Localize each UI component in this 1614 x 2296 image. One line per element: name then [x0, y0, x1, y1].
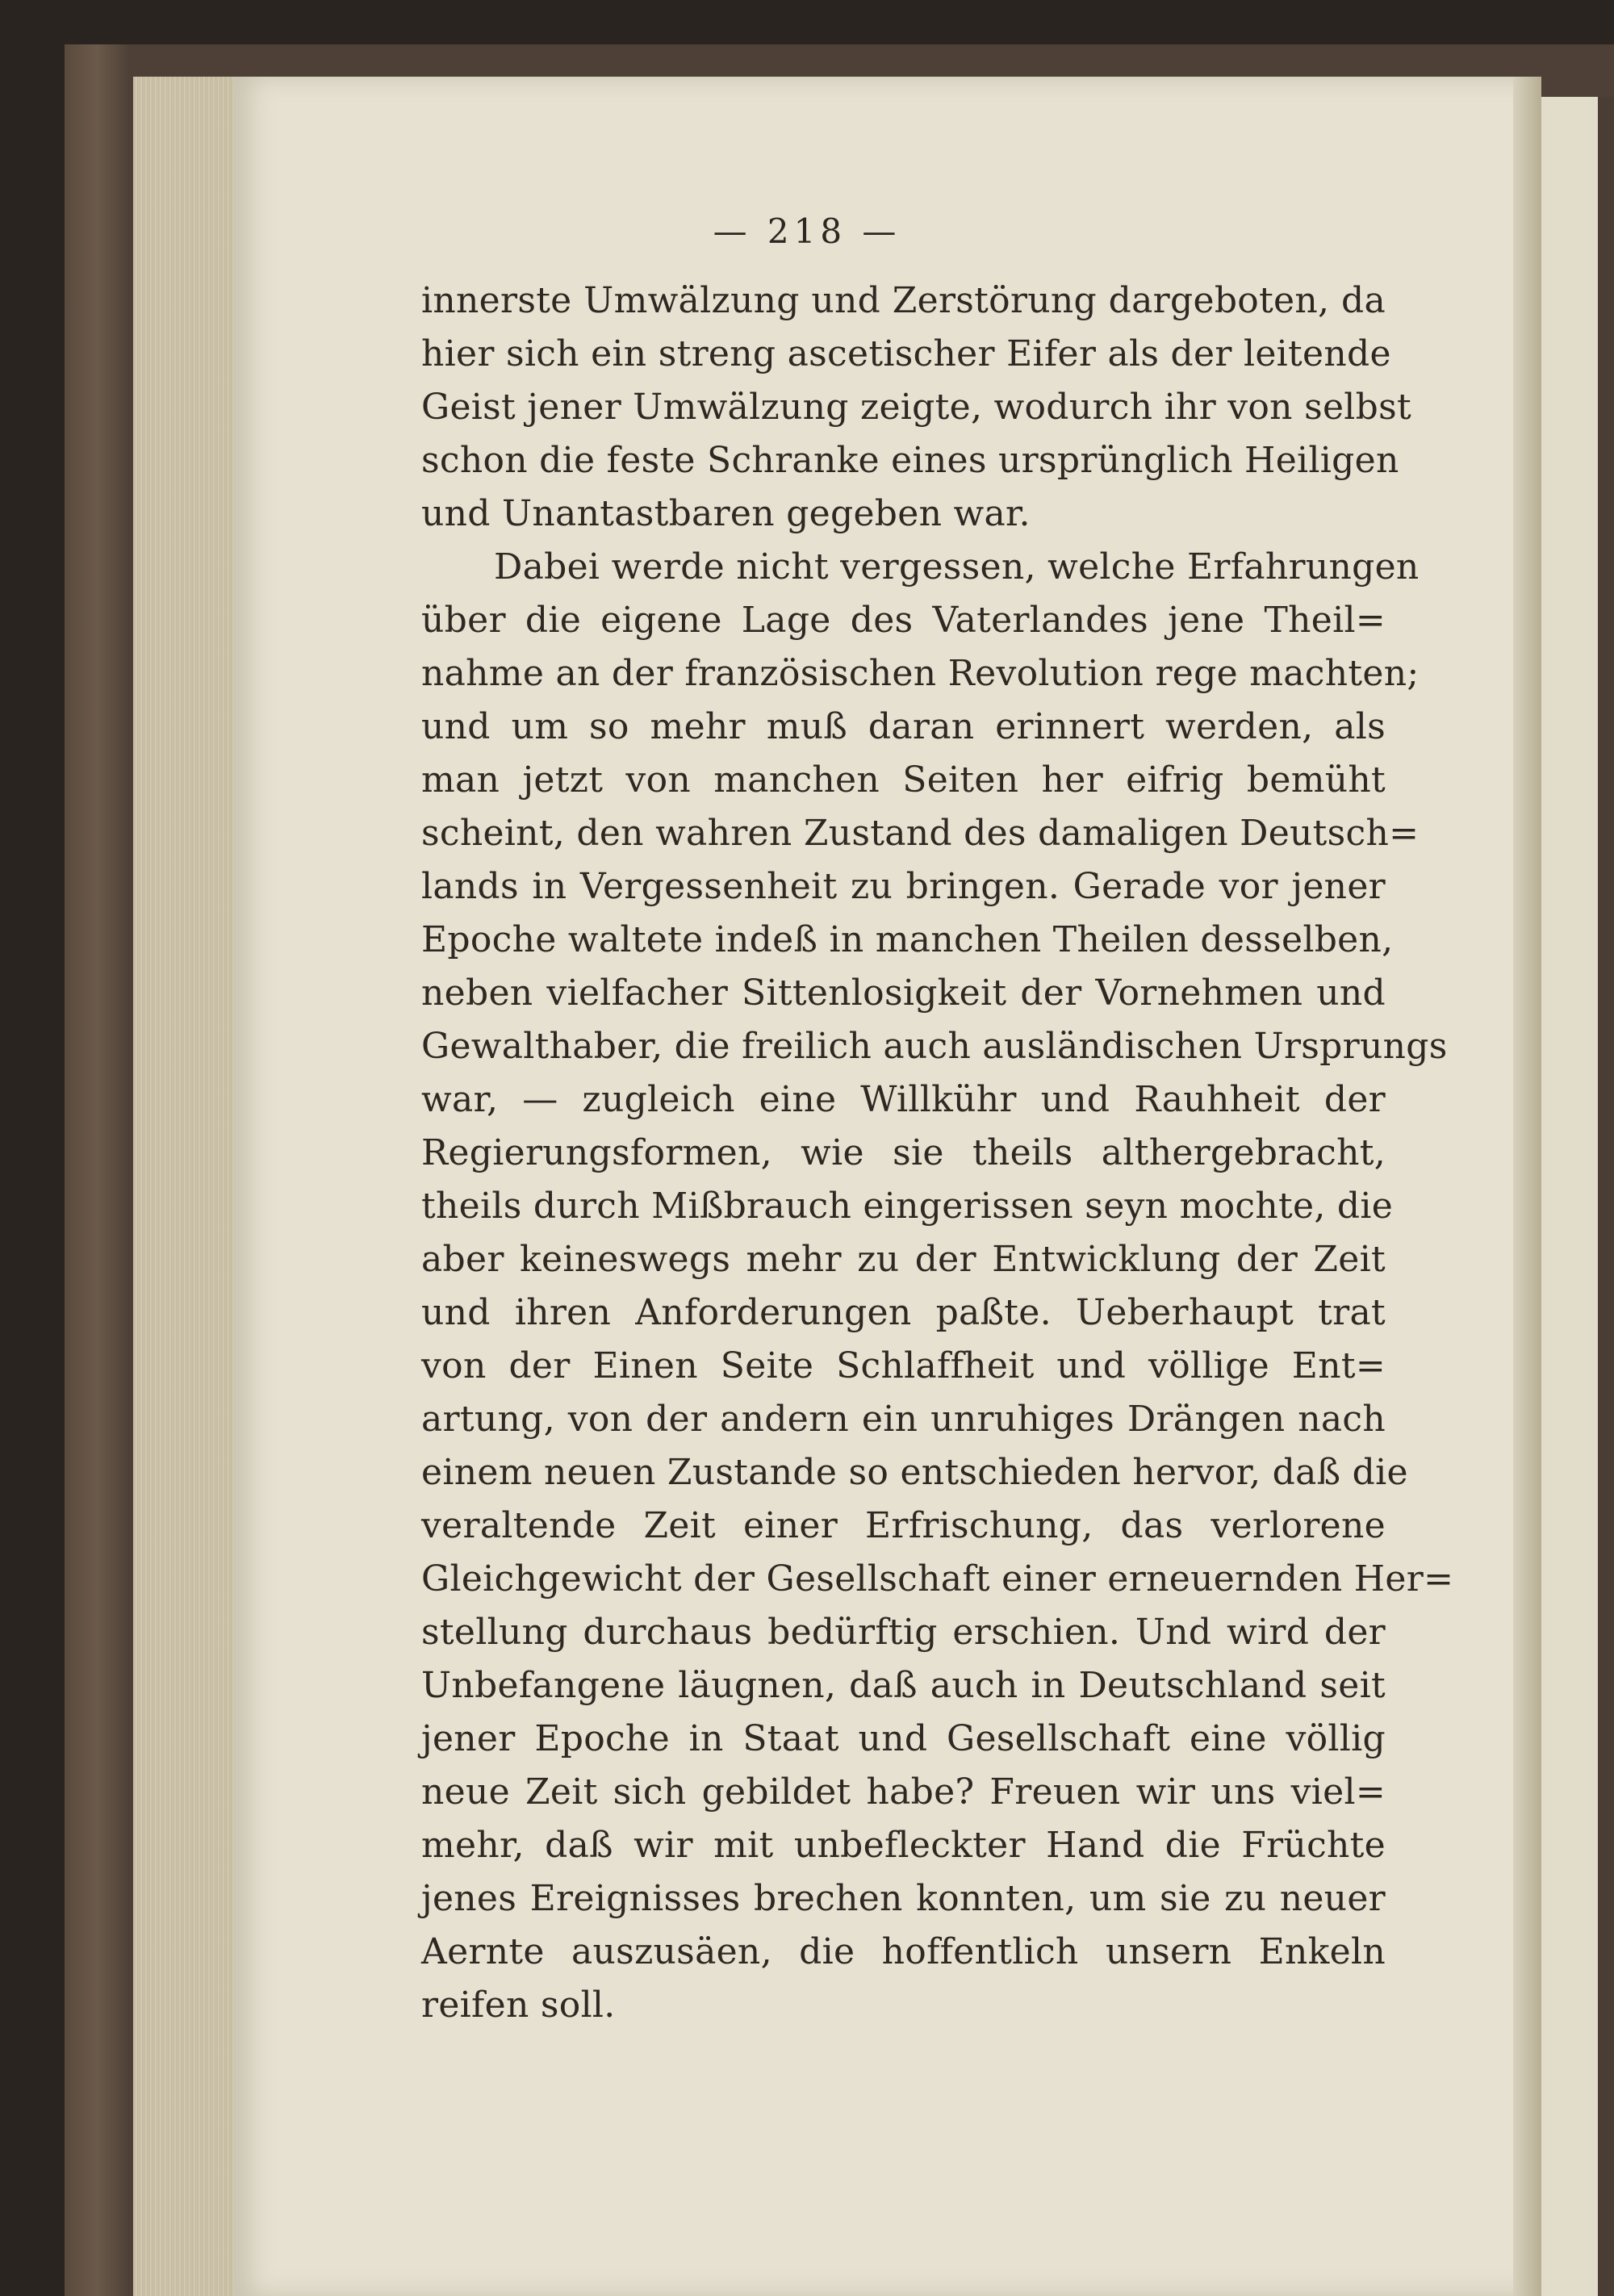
book-gutter [1513, 77, 1541, 2296]
text-line: Dabei werde nicht vergessen, welche Erfahrungen [494, 546, 1420, 588]
text-line: einem neuen Zustande so entschieden hervor, daß die [421, 1452, 1408, 1493]
body-text [421, 274, 1454, 2032]
page-block-edge [133, 77, 238, 2296]
text-line: scheint, den wahren Zustand des damaligen Deutsch= [421, 813, 1420, 854]
text-line: über die eigene Lage des Vaterlandes jene Theil= [421, 600, 1386, 641]
text-line: artung, von der andern ein unruhiges Drängen nach [421, 1399, 1386, 1440]
text-line: Aernte auszusäen, die hoffentlich unsern Enkeln [421, 1931, 1386, 1972]
text-line: hier sich ein streng ascetischer Eifer als der leitende [421, 333, 1391, 374]
text-line: Gewalthaber, die freilich auch ausländischen Ursprungs [421, 1026, 1448, 1067]
text-line: schon die feste Schranke eines ursprünglich Heiligen [421, 440, 1399, 481]
text-line: neue Zeit sich gebildet habe? Freuen wir uns viel= [421, 1771, 1386, 1813]
text-line: jenes Ereignisses brechen konnten, um sie zu neuer [421, 1878, 1386, 1919]
text-line: theils durch Mißbrauch eingerissen seyn mochte, die [421, 1186, 1394, 1227]
text-line: Unbefangene läugnen, daß auch in Deutschland seit [421, 1665, 1386, 1706]
text-line: nahme an der französischen Revolution rege machten; [421, 653, 1420, 694]
text-line: jener Epoche in Staat und Gesellschaft eine völlig [421, 1718, 1386, 1759]
text-line: und um so mehr muß daran erinnert werden, als [421, 706, 1386, 747]
text-line: war, — zugleich eine Willkühr und Rauhheit der [421, 1079, 1386, 1120]
text-line: stellung durchaus bedürftig erschien. Und wird der [421, 1612, 1386, 1653]
text-line: veraltende Zeit einer Erfrischung, das verlorene [421, 1505, 1386, 1546]
text-line: und ihren Anforderungen paßte. Ueberhaupt trat [421, 1292, 1386, 1333]
text-line: lands in Vergessenheit zu bringen. Gerade vor jener [421, 866, 1386, 907]
text-line: man jetzt von manchen Seiten her eifrig bemüht [421, 759, 1386, 801]
page-number: — 218 — [713, 211, 901, 251]
text-line: neben vielfacher Sittenlosigkeit der Vornehmen und [421, 972, 1386, 1014]
text-line: von der Einen Seite Schlaffheit und völlige Ent= [421, 1345, 1386, 1386]
text-line: Gleichgewicht der Gesellschaft einer erneuernden Her= [421, 1558, 1454, 1600]
text-line: aber keineswegs mehr zu der Entwicklung der Zeit [421, 1239, 1386, 1280]
text-line: und Unantastbaren gegeben war. [421, 493, 1031, 534]
facing-cover-edge [1598, 97, 1614, 2296]
text-line: Epoche waltete indeß in manchen Theilen desselben, [421, 919, 1394, 960]
text-line: innerste Umwälzung und Zerstörung dargeboten, da [421, 280, 1386, 321]
text-line: Geist jener Umwälzung zeigte, wodurch ihr von selbst [421, 387, 1411, 428]
text-line: reifen soll. [421, 1984, 616, 2026]
text-line: mehr, daß wir mit unbefleckter Hand die Früchte [421, 1825, 1386, 1866]
text-line: Regierungsformen, wie sie theils althergebracht, [421, 1132, 1386, 1173]
